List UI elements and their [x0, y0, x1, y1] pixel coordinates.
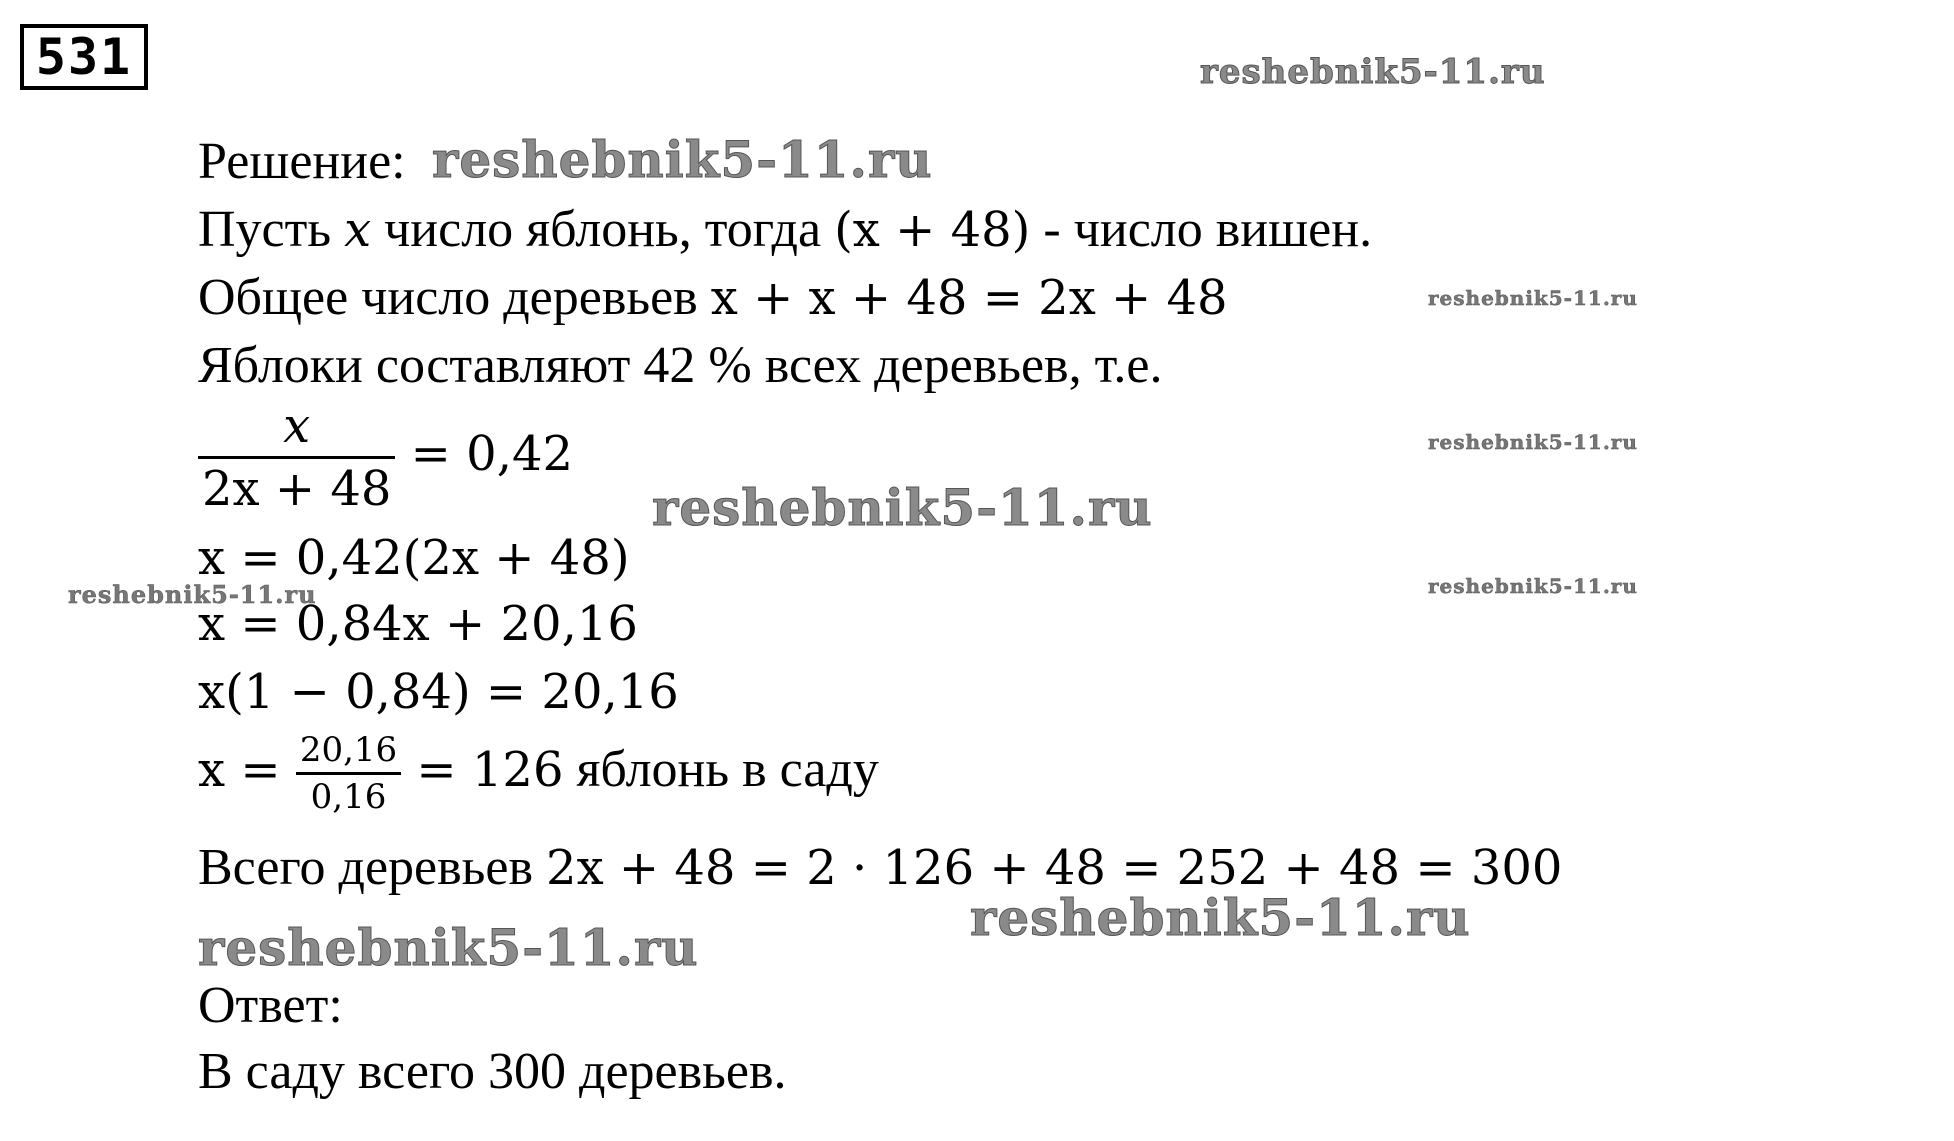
- math-expression: x(1 − 0,84) = 20,16: [198, 664, 679, 720]
- statement-line-1: [198, 200, 1372, 260]
- math-expression: x = 0,84x + 20,16: [198, 596, 638, 652]
- math-expression: (x + 48): [834, 202, 1031, 258]
- solution-label: Решение:: [198, 133, 406, 190]
- equation-step-4: [198, 730, 879, 817]
- statement-line-2: [198, 268, 1228, 328]
- text-fragment: Ответ:: [198, 977, 343, 1034]
- watermark: reshebnik5-11.ru: [652, 478, 1153, 537]
- equation-rhs: = 126: [401, 742, 564, 798]
- equation-step-3: [198, 662, 679, 722]
- text-fragment: число яблонь, тогда: [371, 201, 835, 258]
- equation-step-2: [198, 594, 638, 654]
- watermark: reshebnik5-11.ru: [1200, 52, 1546, 92]
- text-fragment: Общее число деревьев: [198, 269, 711, 326]
- watermark: reshebnik5-11.ru: [198, 918, 699, 977]
- math-variable: x: [344, 202, 372, 258]
- math-expression: x + x + 48 = 2x + 48: [710, 270, 1228, 326]
- text-fragment: Пусть: [198, 201, 345, 258]
- fraction-bar: [296, 772, 401, 775]
- total-trees-line: [198, 838, 1562, 898]
- fraction: [198, 398, 395, 517]
- text-fragment: Яблоки составляют 42 % всех деревьев, т.е.: [198, 337, 1163, 394]
- equation-lhs: x =: [198, 742, 296, 798]
- text-fragment: Всего деревьев: [198, 839, 547, 896]
- fraction-numerator: 20,16: [299, 730, 398, 770]
- problem-number-box: 531: [20, 24, 148, 90]
- text-fragment: яблонь в саду: [563, 741, 879, 798]
- statement-line-3: [198, 336, 1163, 396]
- watermark: reshebnik5-11.ru: [1428, 430, 1638, 454]
- equation-step-1: [198, 528, 630, 588]
- watermark: reshebnik5-11.ru: [1428, 574, 1638, 598]
- answer-text: [198, 1042, 787, 1102]
- solution-heading: [198, 132, 406, 192]
- fraction-denominator: 0,16: [310, 777, 387, 817]
- text-fragment: В саду всего 300 деревьев.: [198, 1043, 787, 1100]
- text-fragment: - число вишен.: [1030, 201, 1373, 258]
- fraction-denominator: 2x + 48: [202, 461, 392, 517]
- watermark: reshebnik5-11.ru: [432, 130, 933, 189]
- equation-fraction: [198, 398, 573, 517]
- fraction: [296, 730, 401, 817]
- watermark: reshebnik5-11.ru: [970, 888, 1471, 947]
- math-expression: 2x + 48 = 2 · 126 + 48 = 252 + 48 = 300: [546, 840, 1563, 896]
- equation-rhs: = 0,42: [395, 426, 574, 482]
- watermark: reshebnik5-11.ru: [1428, 286, 1638, 310]
- math-expression: x = 0,42(2x + 48): [198, 530, 630, 586]
- fraction-bar: [198, 456, 395, 459]
- fraction-numerator: x: [283, 398, 311, 454]
- answer-label: [198, 976, 343, 1036]
- watermark: reshebnik5-11.ru: [68, 580, 317, 609]
